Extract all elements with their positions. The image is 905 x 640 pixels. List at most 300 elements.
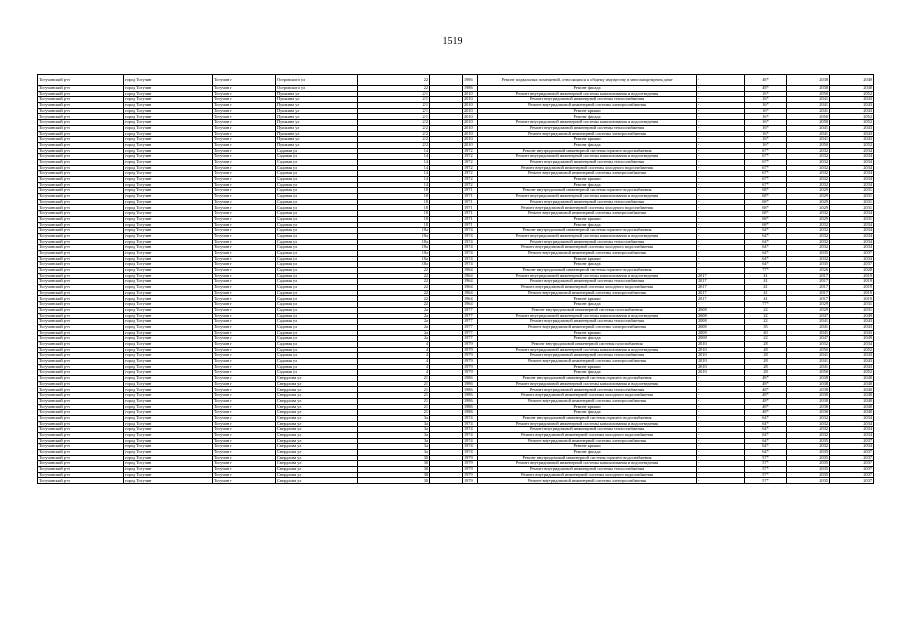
cell-locality: Тогучин г	[213, 97, 276, 103]
cell-wear: 64*	[745, 256, 787, 262]
cell-start-year: 2041	[787, 125, 830, 131]
cell-last-repair: -	[697, 398, 745, 404]
cell-start-year: 2041	[787, 330, 830, 336]
cell-last-repair: 2008	[697, 313, 745, 319]
cell-start-year: 2032	[787, 256, 830, 262]
cell-built-year: 1974	[463, 262, 478, 268]
cell-settlement: город Тогучин	[124, 359, 213, 365]
cell-house: 18а	[358, 250, 430, 256]
cell-settlement: город Тогучин	[124, 370, 213, 376]
cell-street: Садовая ул	[276, 256, 358, 262]
cell-house: 18	[358, 194, 430, 200]
cell-built-year: 1979	[463, 472, 478, 478]
cell-end-year: 2043	[830, 353, 874, 359]
cell-work-type: Ремонт внутридомовой инженерной системы электроснабжения	[478, 171, 697, 177]
cell-house: 21	[358, 393, 430, 399]
cell-end-year: 2031	[830, 216, 874, 222]
cell-last-repair: 2017	[697, 285, 745, 291]
cell-end-year: 2034	[830, 148, 874, 154]
cell-last-repair: -	[697, 120, 745, 126]
cell-house: 2/2	[358, 142, 430, 148]
table-row	[38, 75, 874, 86]
cell-street: Садовая ул	[276, 313, 358, 319]
cell-house: 22	[358, 302, 430, 308]
cell-built-year: 1971	[463, 199, 478, 205]
cell-street: Островского ул	[276, 86, 358, 92]
cell-last-repair: -	[697, 450, 745, 456]
cell-end-year: 2034	[830, 256, 874, 262]
cell-built-year: 1972	[463, 177, 478, 183]
cell-end-year: 2034	[830, 182, 874, 188]
cell-last-repair: -	[697, 131, 745, 137]
cell-settlement: город Тогучин	[124, 279, 213, 285]
cell-locality: Тогучин г	[213, 137, 276, 143]
cell-street: Свердлова ул	[276, 381, 358, 387]
cell-work-type: Ремонт внутридомовой инженерной системы теплоснабжения	[478, 467, 697, 473]
cell-built-year: 2010	[463, 137, 478, 143]
cell-start-year: 2038	[787, 75, 830, 86]
cell-start-year: 2050	[787, 91, 830, 97]
cell-settlement: город Тогучин	[124, 222, 213, 228]
cell-start-year: 2035	[787, 450, 830, 456]
cell-end-year: 2043	[830, 137, 874, 143]
cell-work-type: Ремонт внутридомовой инженерной системы электроснабжения	[478, 290, 697, 296]
cell-work-type: Ремонт фасада	[478, 182, 697, 188]
cell-house: 3а	[358, 450, 430, 456]
cell-building	[430, 75, 463, 86]
cell-street: Пушкина ул	[276, 142, 358, 148]
cell-locality: Тогучин г	[213, 364, 276, 370]
cell-end-year: 2037	[830, 450, 874, 456]
cell-house: 2а	[358, 313, 430, 319]
cell-house: 30	[358, 478, 430, 484]
cell-street: Свердлова ул	[276, 398, 358, 404]
cell-street: Садовая ул	[276, 205, 358, 211]
cell-house: 18а	[358, 256, 430, 262]
cell-street: Садовая ул	[276, 324, 358, 330]
cell-start-year: 2050	[787, 114, 830, 120]
cell-start-year: 2026	[787, 268, 830, 274]
cell-last-repair: -	[697, 177, 745, 183]
cell-built-year: 1977	[463, 307, 478, 313]
cell-settlement: город Тогучин	[124, 364, 213, 370]
cell-end-year: 2040	[830, 410, 874, 416]
cell-district: Тогучинский р-н	[38, 376, 124, 382]
cell-street: Пушкина ул	[276, 137, 358, 143]
cell-district: Тогучинский р-н	[38, 353, 124, 359]
cell-settlement: город Тогучин	[124, 154, 213, 160]
cell-house: 4	[358, 353, 430, 359]
cell-locality: Тогучин г	[213, 182, 276, 188]
cell-start-year: 2032	[787, 233, 830, 239]
cell-locality: Тогучин г	[213, 86, 276, 92]
cell-wear: 57*	[745, 455, 787, 461]
cell-settlement: город Тогучин	[124, 302, 213, 308]
cell-built-year: 1964	[463, 285, 478, 291]
cell-locality: Тогучин г	[213, 194, 276, 200]
cell-wear: 57*	[745, 478, 787, 484]
cell-house: 30	[358, 455, 430, 461]
cell-settlement: город Тогучин	[124, 103, 213, 109]
cell-house: 3а	[358, 427, 430, 433]
cell-wear: 28	[745, 364, 787, 370]
cell-start-year: 2032	[787, 444, 830, 450]
cell-last-repair: -	[697, 268, 745, 274]
cell-last-repair: -	[697, 472, 745, 478]
cell-house: 14	[358, 171, 430, 177]
cell-locality: Тогучин г	[213, 387, 276, 393]
cell-locality: Тогучин г	[213, 313, 276, 319]
cell-work-type: Ремонт подвальных помещений, относящихся к общему имуществу в многоквартирном доме	[478, 75, 697, 86]
cell-end-year: 2031	[830, 194, 874, 200]
cell-work-type: Ремонт внутридомовой инженерной системы электроснабжения	[478, 103, 697, 109]
cell-street: Садовая ул	[276, 182, 358, 188]
cell-end-year: 2019	[830, 279, 874, 285]
cell-wear: 67*	[745, 154, 787, 160]
cell-work-type: Ремонт фасада	[478, 222, 697, 228]
cell-street: Свердлова ул	[276, 432, 358, 438]
cell-district: Тогучинский р-н	[38, 444, 124, 450]
cell-work-type: Ремонт внутридомовой инженерной системы горячего водоснабжения	[478, 376, 697, 382]
cell-last-repair: -	[697, 410, 745, 416]
cell-wear: 48*	[745, 387, 787, 393]
cell-locality: Тогучин г	[213, 268, 276, 274]
cell-house: 2/1	[358, 114, 430, 120]
cell-built-year: 1979	[463, 353, 478, 359]
cell-locality: Тогучин г	[213, 415, 276, 421]
cell-settlement: город Тогучин	[124, 97, 213, 103]
cell-locality: Тогучин г	[213, 171, 276, 177]
cell-last-repair: -	[697, 239, 745, 245]
cell-start-year: 2032	[787, 211, 830, 217]
cell-house: 2/2	[358, 137, 430, 143]
cell-start-year: 2032	[787, 228, 830, 234]
cell-work-type: Ремонт внутридомовой инженерной системы теплоснабжения	[478, 125, 697, 131]
cell-district: Тогучинский р-н	[38, 239, 124, 245]
cell-work-type: Ремонт внутридомовой инженерной системы электроснабжения	[478, 324, 697, 330]
cell-street: Свердлова ул	[276, 404, 358, 410]
cell-start-year: 2038	[787, 86, 830, 92]
cell-start-year: 2038	[787, 387, 830, 393]
cell-street: Свердлова ул	[276, 472, 358, 478]
cell-street: Садовая ул	[276, 319, 358, 325]
cell-start-year: 2032	[787, 165, 830, 171]
cell-wear: 64*	[745, 415, 787, 421]
cell-built-year: 1964	[463, 296, 478, 302]
cell-wear: 22	[745, 307, 787, 313]
cell-settlement: город Тогучин	[124, 268, 213, 274]
cell-house: 2а	[358, 330, 430, 336]
cell-start-year: 2038	[787, 393, 830, 399]
cell-wear: 64*	[745, 250, 787, 256]
cell-settlement: город Тогучин	[124, 91, 213, 97]
cell-last-repair: -	[697, 256, 745, 262]
cell-settlement: город Тогучин	[124, 307, 213, 313]
cell-end-year: 2028	[830, 268, 874, 274]
cell-start-year: 2032	[787, 171, 830, 177]
cell-start-year: 2035	[787, 472, 830, 478]
cell-start-year: 2035	[787, 467, 830, 473]
cell-district: Тогучинский р-н	[38, 188, 124, 194]
cell-start-year: 2035	[787, 478, 830, 484]
cell-wear: 68*	[745, 194, 787, 200]
cell-last-repair: -	[697, 165, 745, 171]
cell-end-year: 2052	[830, 114, 874, 120]
cell-wear: 68*	[745, 222, 787, 228]
cell-built-year: 1979	[463, 359, 478, 365]
cell-end-year: 2034	[830, 432, 874, 438]
cell-end-year: 2040	[830, 86, 874, 92]
cell-built-year: 1979	[463, 478, 478, 484]
cell-settlement: город Тогучин	[124, 245, 213, 251]
cell-built-year: 1979	[463, 370, 478, 376]
cell-locality: Тогучин г	[213, 205, 276, 211]
cell-locality: Тогучин г	[213, 296, 276, 302]
cell-work-type: Ремонт фасада	[478, 262, 697, 268]
cell-street: Садовая ул	[276, 279, 358, 285]
cell-locality: Тогучин г	[213, 216, 276, 222]
cell-end-year: 2040	[830, 381, 874, 387]
cell-start-year: 2041	[787, 108, 830, 114]
cell-built-year: 1974	[463, 421, 478, 427]
cell-wear: 41	[745, 273, 787, 279]
cell-work-type: Ремонт крыши	[478, 137, 697, 143]
cell-start-year: 2032	[787, 415, 830, 421]
cell-house: 22	[358, 285, 430, 291]
cell-locality: Тогучин г	[213, 233, 276, 239]
cell-last-repair: -	[697, 455, 745, 461]
cell-district: Тогучинский р-н	[38, 228, 124, 234]
cell-settlement: город Тогучин	[124, 211, 213, 217]
page-number: 1519	[442, 36, 463, 47]
cell-district: Тогучинский р-н	[38, 319, 124, 325]
cell-locality: Тогучин г	[213, 114, 276, 120]
cell-wear: 41	[745, 296, 787, 302]
cell-locality: Тогучин г	[213, 421, 276, 427]
cell-last-repair: 2008	[697, 319, 745, 325]
cell-wear: 64*	[745, 245, 787, 251]
cell-district: Тогучинский р-н	[38, 125, 124, 131]
cell-start-year: 2041	[787, 324, 830, 330]
cell-locality: Тогучин г	[213, 273, 276, 279]
cell-settlement: город Тогучин	[124, 256, 213, 262]
cell-work-type: Ремонт крыши	[478, 364, 697, 370]
cell-house: 22	[358, 268, 430, 274]
cell-district: Тогучинский р-н	[38, 347, 124, 353]
cell-settlement: город Тогучин	[124, 415, 213, 421]
cell-wear: 68*	[745, 211, 787, 217]
cell-locality: Тогучин г	[213, 75, 276, 86]
cell-district: Тогучинский р-н	[38, 177, 124, 183]
cell-wear: 48*	[745, 393, 787, 399]
cell-work-type: Ремонт внутридомовой инженерной системы канализования и водоотведения	[478, 194, 697, 200]
cell-district: Тогучинский р-н	[38, 370, 124, 376]
cell-locality: Тогучин г	[213, 341, 276, 347]
cell-last-repair: -	[697, 228, 745, 234]
cell-work-type: Ремонт внутридомовой инженерной системы холодного водоснабжения	[478, 165, 697, 171]
cell-last-repair: -	[697, 188, 745, 194]
cell-locality: Тогучин г	[213, 330, 276, 336]
cell-district: Тогучинский р-н	[38, 364, 124, 370]
cell-settlement: город Тогучин	[124, 148, 213, 154]
cell-house: 22	[358, 86, 430, 92]
cell-built-year: 1986	[463, 381, 478, 387]
cell-locality: Тогучин г	[213, 381, 276, 387]
cell-built-year: 1971	[463, 216, 478, 222]
cell-start-year: 2035	[787, 438, 830, 444]
cell-locality: Тогучин г	[213, 245, 276, 251]
cell-end-year: 2043	[830, 319, 874, 325]
cell-built-year: 1986	[463, 86, 478, 92]
cell-district: Тогучинский р-н	[38, 137, 124, 143]
cell-street: Садовая ул	[276, 177, 358, 183]
cell-wear: 16*	[745, 137, 787, 143]
cell-last-repair: 2008	[697, 307, 745, 313]
cell-street: Свердлова ул	[276, 450, 358, 456]
cell-house: 3а	[358, 432, 430, 438]
cell-building	[430, 478, 463, 484]
cell-last-repair: -	[697, 91, 745, 97]
cell-district: Тогучинский р-н	[38, 268, 124, 274]
cell-built-year: 1964	[463, 290, 478, 296]
cell-built-year: 1972	[463, 154, 478, 160]
cell-built-year: 1986	[463, 404, 478, 410]
cell-street: Пушкина ул	[276, 131, 358, 137]
cell-built-year: 1979	[463, 461, 478, 467]
cell-street: Свердлова ул	[276, 393, 358, 399]
cell-locality: Тогучин г	[213, 398, 276, 404]
cell-start-year: 2041	[787, 97, 830, 103]
cell-district: Тогучинский р-н	[38, 432, 124, 438]
cell-work-type: Ремонт внутридомовой инженерной системы теплоснабжения	[478, 199, 697, 205]
cell-work-type: Ремонт внутридомовой инженерной системы канализования и водоотведения	[478, 313, 697, 319]
cell-end-year: 2043	[830, 324, 874, 330]
cell-work-type: Ремонт внутридомовой инженерной системы электроснабжения	[478, 478, 697, 484]
cell-built-year: 1971	[463, 211, 478, 217]
cell-end-year: 2034	[830, 341, 874, 347]
cell-settlement: город Тогучин	[124, 250, 213, 256]
cell-locality: Тогучин г	[213, 432, 276, 438]
cell-wear: 64*	[745, 450, 787, 456]
cell-district: Тогучинский р-н	[38, 199, 124, 205]
cell-locality: Тогучин г	[213, 319, 276, 325]
cell-district: Тогучинский р-н	[38, 415, 124, 421]
cell-settlement: город Тогучин	[124, 421, 213, 427]
cell-last-repair: -	[697, 387, 745, 393]
cell-last-repair: -	[697, 245, 745, 251]
cell-district: Тогучинский р-н	[38, 171, 124, 177]
cell-street: Свердлова ул	[276, 461, 358, 467]
cell-wear: 16*	[745, 142, 787, 148]
cell-district: Тогучинский р-н	[38, 211, 124, 217]
cell-last-repair: -	[697, 404, 745, 410]
cell-street: Садовая ул	[276, 302, 358, 308]
cell-street: Садовая ул	[276, 171, 358, 177]
cell-last-repair: 2008	[697, 324, 745, 330]
cell-last-repair: 2010	[697, 353, 745, 359]
cell-work-type: Ремонт внутридомовой инженерной системы горячего водоснабжения	[478, 148, 697, 154]
cell-house: 18а	[358, 262, 430, 268]
cell-district: Тогучинский р-н	[38, 154, 124, 160]
cell-end-year: 2043	[830, 359, 874, 365]
cell-settlement: город Тогучин	[124, 376, 213, 382]
cell-street: Свердлова ул	[276, 376, 358, 382]
cell-built-year: 1971	[463, 188, 478, 194]
cell-house: 30	[358, 461, 430, 467]
cell-end-year: 2031	[830, 205, 874, 211]
cell-start-year: 2041	[787, 319, 830, 325]
table-row	[38, 478, 874, 484]
cell-end-year: 2052	[830, 347, 874, 353]
cell-wear: 77*	[745, 302, 787, 308]
cell-district: Тогучинский р-н	[38, 142, 124, 148]
cell-district: Тогучинский р-н	[38, 313, 124, 319]
cell-end-year: 2052	[830, 120, 874, 126]
cell-settlement: город Тогучин	[124, 432, 213, 438]
cell-settlement: город Тогучин	[124, 393, 213, 399]
cell-last-repair: -	[697, 427, 745, 433]
cell-settlement: город Тогучин	[124, 165, 213, 171]
cell-wear: 28	[745, 347, 787, 353]
cell-locality: Тогучин г	[213, 285, 276, 291]
cell-district: Тогучинский р-н	[38, 108, 124, 114]
cell-wear: 40	[745, 330, 787, 336]
cell-end-year: 2034	[830, 427, 874, 433]
cell-settlement: город Тогучин	[124, 427, 213, 433]
cell-wear: 48*	[745, 376, 787, 382]
cell-start-year: 2029	[787, 216, 830, 222]
cell-settlement: город Тогучин	[124, 398, 213, 404]
cell-house: 2а	[358, 307, 430, 313]
cell-house: 2/2	[358, 131, 430, 137]
cell-locality: Тогучин г	[213, 142, 276, 148]
cell-last-repair: -	[697, 467, 745, 473]
cell-last-repair: -	[697, 438, 745, 444]
cell-settlement: город Тогучин	[124, 285, 213, 291]
cell-work-type: Ремонт крыши	[478, 330, 697, 336]
cell-wear: 67*	[745, 165, 787, 171]
cell-work-type: Ремонт крыши	[478, 108, 697, 114]
cell-house: 2/2	[358, 125, 430, 131]
cell-wear: 16*	[745, 97, 787, 103]
cell-settlement: город Тогучин	[124, 239, 213, 245]
cell-wear: 64*	[745, 262, 787, 268]
cell-end-year: 2037	[830, 455, 874, 461]
cell-district: Тогучинский р-н	[38, 114, 124, 120]
cell-house: 4	[358, 364, 430, 370]
cell-start-year: 2047	[787, 313, 830, 319]
cell-built-year: 1974	[463, 233, 478, 239]
cell-built-year: 2010	[463, 103, 478, 109]
cell-locality: Тогучин г	[213, 165, 276, 171]
cell-last-repair: -	[697, 478, 745, 484]
cell-locality: Тогучин г	[213, 256, 276, 262]
cell-street: Пушкина ул	[276, 120, 358, 126]
cell-start-year: 2041	[787, 103, 830, 109]
cell-last-repair: -	[697, 415, 745, 421]
cell-district: Тогучинский р-н	[38, 103, 124, 109]
cell-end-year: 2034	[830, 159, 874, 165]
cell-built-year: 1971	[463, 205, 478, 211]
cell-district: Тогучинский р-н	[38, 398, 124, 404]
cell-last-repair: 2008	[697, 336, 745, 342]
cell-wear: 77*	[745, 268, 787, 274]
cell-start-year: 2029	[787, 307, 830, 313]
cell-last-repair: -	[697, 154, 745, 160]
cell-street: Садовая ул	[276, 341, 358, 347]
cell-settlement: город Тогучин	[124, 262, 213, 268]
cell-district: Тогучинский р-н	[38, 216, 124, 222]
